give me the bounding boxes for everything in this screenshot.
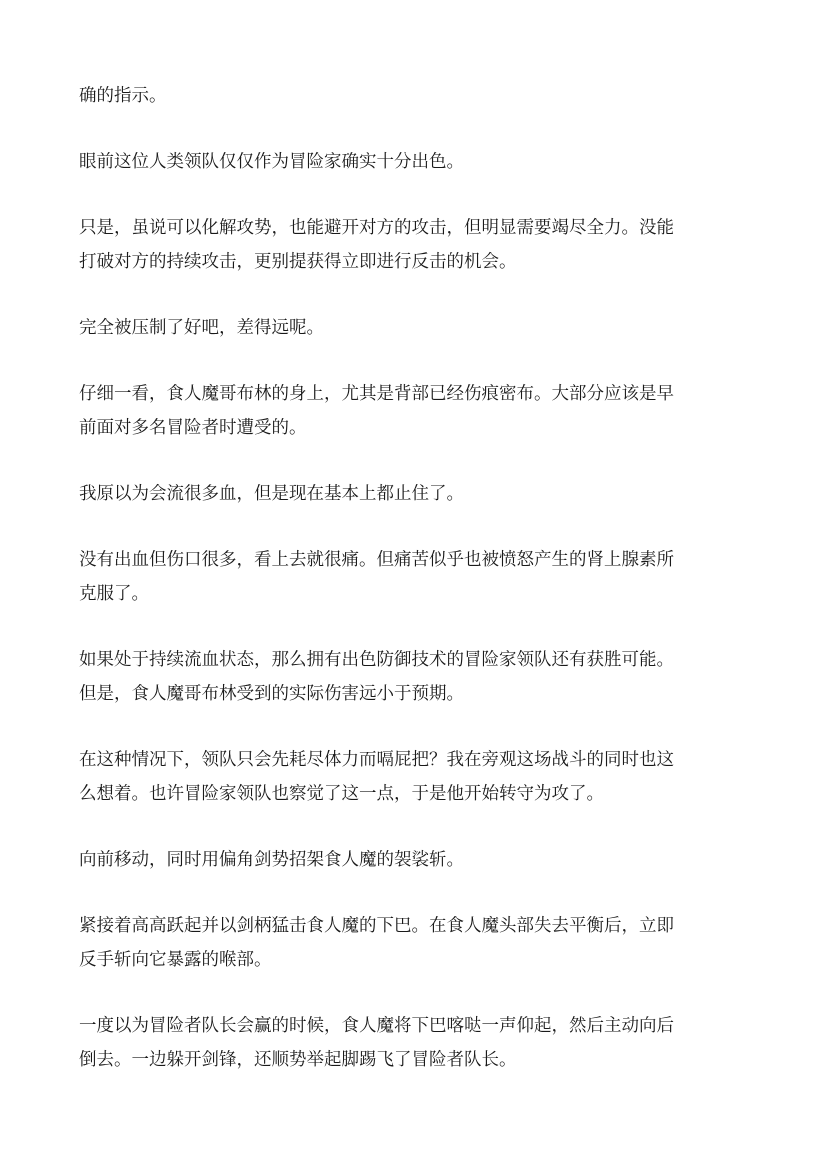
paragraph-5-line-2: 前面对多名冒险者时遭受的。 [79,418,307,438]
paragraph-5 [79,377,739,445]
paragraph-3 [79,211,739,279]
paragraph-8 [79,643,739,711]
paragraph-9-line-2: 么想着。也许冒险家领队也察觉了这一点，于是他开始转守为攻了。 [79,784,604,804]
paragraph-7-line-1: 没有出血但伤口很多，看上去就很痛。但痛苦似乎也被愤怒产生的肾上腺素所 [79,550,674,570]
paragraph-11-line-1: 紧接着高高跃起并以剑柄猛击食人魔的下巴。在食人魔头部失去平衡后，立即 [79,916,674,936]
paragraph-4 [79,311,739,345]
paragraph-9-line-1: 在这种情况下，领队只会先耗尽体力而嗝屁把？我在旁观这场战斗的同时也这 [79,750,674,770]
paragraph-12 [79,1009,739,1077]
paragraph-1 [79,79,739,113]
paragraph-2-line-1: 眼前这位人类领队仅仅作为冒险家确实十分出色。 [79,152,464,172]
paragraph-4-line-1: 完全被压制了好吧，差得远呢。 [79,318,324,338]
paragraph-3-line-1: 只是，虽说可以化解攻势，也能避开对方的攻击，但明显需要竭尽全力。没能 [79,218,674,238]
paragraph-10-line-1: 向前移动，同时用偏角剑势招架食人魔的袈裟斩。 [79,850,464,870]
paragraph-9 [79,743,739,811]
paragraph-7 [79,543,739,611]
paragraph-8-line-2: 但是，食人魔哥布林受到的实际伤害远小于预期。 [79,684,464,704]
paragraph-5-line-1: 仔细一看，食人魔哥布林的身上，尤其是背部已经伤痕密布。大部分应该是早 [79,384,674,404]
paragraph-6 [79,477,739,511]
paragraph-12-line-2: 倒去。一边躲开剑锋，还顺势举起脚踢飞了冒险者队长。 [79,1050,517,1070]
paragraph-1-line-1: 确的指示。 [79,86,167,106]
paragraph-8-line-1: 如果处于持续流血状态，那么拥有出色防御技术的冒险家领队还有获胜可能。 [79,650,674,670]
paragraph-12-line-1: 一度以为冒险者队长会赢的时候，食人魔将下巴喀哒一声仰起，然后主动向后 [79,1016,674,1036]
paragraph-3-line-2: 打破对方的持续攻击，更别提获得立即进行反击的机会。 [79,252,517,272]
paragraph-11 [79,909,739,977]
paragraph-7-line-2: 克服了。 [79,584,149,604]
paragraph-11-line-2: 反手斩向它暴露的喉部。 [79,950,272,970]
paragraph-6-line-1: 我原以为会流很多血，但是现在基本上都止住了。 [79,484,464,504]
paragraph-2 [79,145,739,179]
paragraph-10 [79,843,739,877]
